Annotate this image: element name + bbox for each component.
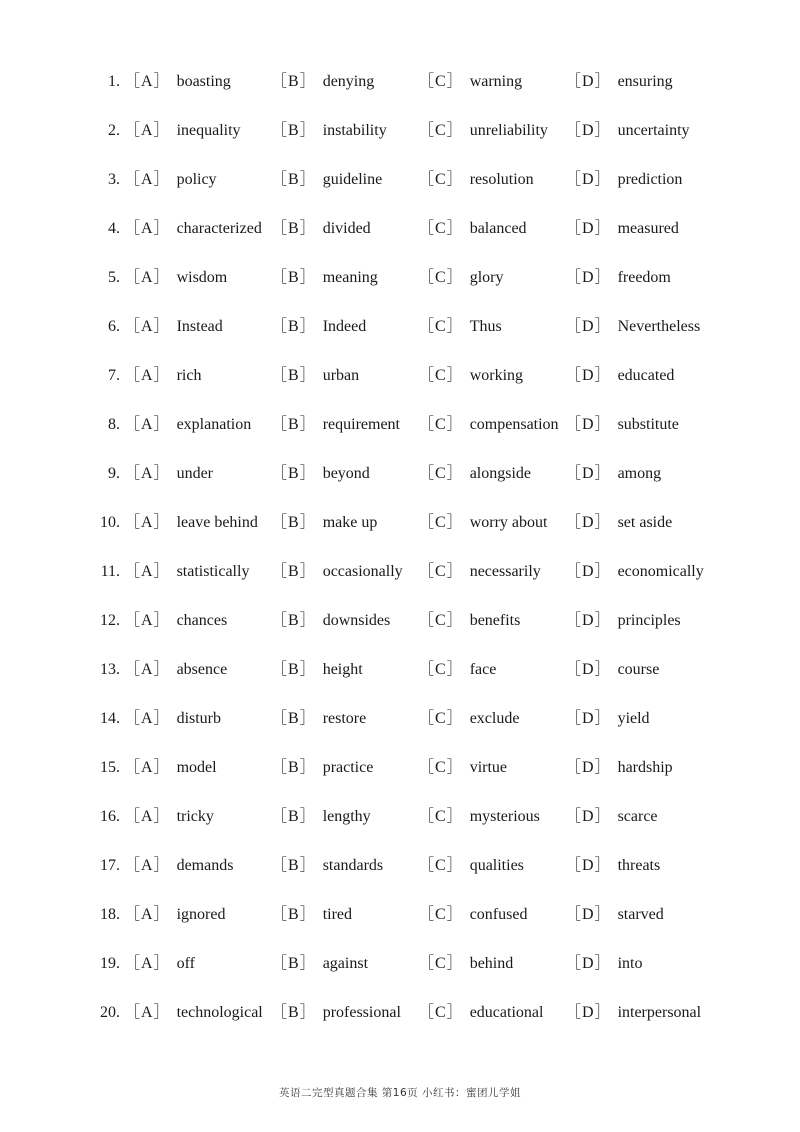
option-text: exclude (469, 710, 520, 727)
option-letter: ［C］ (418, 955, 464, 972)
answer-option (418, 841, 524, 890)
question-row (0, 694, 800, 743)
option-text: explanation (176, 416, 252, 433)
answer-option (418, 547, 541, 596)
answer-option (271, 596, 390, 645)
answer-option (124, 302, 223, 351)
option-letter: ［B］ (271, 955, 317, 972)
option-text: unreliability (469, 122, 548, 139)
option-text: benefits (469, 612, 521, 629)
option-text: into (617, 955, 643, 972)
question-number: 2. (108, 122, 120, 139)
option-letter: ［C］ (418, 1004, 464, 1021)
answer-option (565, 890, 664, 939)
answer-option (124, 204, 262, 253)
answer-option (124, 57, 231, 106)
option-letter: ［D］ (565, 171, 612, 188)
option-letter: ［A］ (124, 563, 171, 580)
option-text: standards (322, 857, 384, 874)
option-letter: ［D］ (565, 563, 612, 580)
option-letter: ［C］ (418, 661, 464, 678)
question-row (0, 890, 800, 939)
option-text: against (322, 955, 369, 972)
option-text: height (322, 661, 363, 678)
option-text: confused (469, 906, 528, 923)
option-letter: ［C］ (418, 612, 464, 629)
option-text: hardship (617, 759, 673, 776)
option-text: uncertainty (617, 122, 690, 139)
question-number: 10. (100, 514, 120, 531)
answer-option (124, 792, 214, 841)
option-letter: ［D］ (565, 514, 612, 531)
answer-option (565, 351, 674, 400)
option-letter: ［A］ (124, 808, 171, 825)
option-letter: ［B］ (271, 416, 317, 433)
option-text: make up (322, 514, 378, 531)
question-row (0, 743, 800, 792)
answer-option (124, 498, 258, 547)
answer-option (565, 596, 681, 645)
question-number: 6. (108, 318, 120, 335)
option-letter: ［C］ (418, 465, 464, 482)
question-number: 7. (108, 367, 120, 384)
question-row (0, 351, 800, 400)
option-letter: ［B］ (271, 1004, 317, 1021)
option-text: downsides (322, 612, 391, 629)
answer-option (565, 253, 671, 302)
option-text: boasting (176, 73, 231, 90)
option-letter: ［A］ (124, 318, 171, 335)
option-letter: ［B］ (271, 514, 317, 531)
option-letter: ［B］ (271, 661, 317, 678)
answer-option (418, 645, 496, 694)
option-text: educational (469, 1004, 544, 1021)
answer-option (565, 204, 679, 253)
answer-option (124, 645, 227, 694)
option-text: practice (322, 759, 374, 776)
answer-option (124, 253, 227, 302)
option-text: working (469, 367, 524, 384)
option-text: compensation (469, 416, 559, 433)
option-text: absence (176, 661, 228, 678)
option-text: chances (176, 612, 228, 629)
option-letter: ［C］ (418, 514, 464, 531)
answer-option (565, 694, 650, 743)
answer-option (271, 988, 401, 1037)
answer-option (565, 106, 690, 155)
option-letter: ［B］ (271, 171, 317, 188)
option-text: among (617, 465, 662, 482)
answer-option (271, 547, 403, 596)
answer-option (418, 596, 520, 645)
option-letter: ［A］ (124, 416, 171, 433)
question-number: 17. (100, 857, 120, 874)
option-text: principles (617, 612, 681, 629)
question-row (0, 57, 800, 106)
option-letter: ［B］ (271, 759, 317, 776)
answer-option (271, 57, 374, 106)
option-text: economically (617, 563, 704, 580)
option-text: denying (322, 73, 375, 90)
option-letter: ［B］ (271, 122, 317, 139)
option-letter: ［A］ (124, 171, 171, 188)
option-text: behind (469, 955, 514, 972)
answer-option (271, 106, 387, 155)
answer-option (418, 743, 507, 792)
option-text: tricky (176, 808, 214, 825)
question-row (0, 204, 800, 253)
answer-option (565, 743, 673, 792)
option-letter: ［B］ (271, 563, 317, 580)
answer-option (271, 743, 373, 792)
answer-option (565, 988, 701, 1037)
answer-option (124, 939, 195, 988)
option-text: model (176, 759, 217, 776)
question-row (0, 596, 800, 645)
option-letter: ［D］ (565, 269, 612, 286)
option-text: starved (617, 906, 664, 923)
option-letter: ［A］ (124, 661, 171, 678)
question-row (0, 253, 800, 302)
option-text: freedom (617, 269, 671, 286)
answer-option (271, 792, 371, 841)
option-text: Indeed (322, 318, 367, 335)
option-letter: ［A］ (124, 612, 171, 629)
option-text: meaning (322, 269, 378, 286)
option-text: characterized (176, 220, 262, 237)
question-row (0, 547, 800, 596)
question-row (0, 302, 800, 351)
question-row (0, 106, 800, 155)
option-letter: ［A］ (124, 710, 171, 727)
option-letter: ［C］ (418, 906, 464, 923)
option-letter: ［D］ (565, 710, 612, 727)
answer-option (565, 547, 704, 596)
option-letter: ［A］ (124, 269, 171, 286)
answer-option (124, 890, 225, 939)
question-number: 3. (108, 171, 120, 188)
question-row (0, 400, 800, 449)
option-text: divided (322, 220, 371, 237)
answer-option (418, 498, 547, 547)
answer-option (124, 449, 213, 498)
option-letter: ［D］ (565, 1004, 612, 1021)
option-letter: ［D］ (565, 612, 612, 629)
option-letter: ［A］ (124, 367, 171, 384)
option-text: alongside (469, 465, 532, 482)
option-letter: ［D］ (565, 318, 612, 335)
answer-option (418, 792, 540, 841)
answer-option (565, 645, 659, 694)
option-text: urban (322, 367, 360, 384)
option-letter: ［B］ (271, 465, 317, 482)
option-text: wisdom (176, 269, 228, 286)
answer-option (124, 351, 201, 400)
option-text: under (176, 465, 213, 482)
option-letter: ［A］ (124, 122, 171, 139)
answer-option (271, 890, 352, 939)
option-text: guideline (322, 171, 383, 188)
option-letter: ［A］ (124, 759, 171, 776)
option-letter: ［D］ (565, 955, 612, 972)
option-text: threats (617, 857, 661, 874)
option-letter: ［D］ (565, 73, 612, 90)
option-letter: ［C］ (418, 220, 464, 237)
option-text: necessarily (469, 563, 541, 580)
question-number: 9. (108, 465, 120, 482)
answer-option (124, 743, 217, 792)
answer-option (418, 57, 522, 106)
option-letter: ［B］ (271, 318, 317, 335)
option-text: face (469, 661, 497, 678)
answer-option (418, 253, 503, 302)
option-letter: ［C］ (418, 122, 464, 139)
option-letter: ［D］ (565, 759, 612, 776)
answer-option (124, 694, 221, 743)
option-letter: ［D］ (565, 367, 612, 384)
option-text: set aside (617, 514, 673, 531)
option-letter: ［B］ (271, 612, 317, 629)
option-text: leave behind (176, 514, 258, 531)
question-row (0, 449, 800, 498)
option-letter: ［B］ (271, 269, 317, 286)
option-text: virtue (469, 759, 508, 776)
option-letter: ［B］ (271, 857, 317, 874)
answer-option (124, 400, 251, 449)
answer-option (418, 400, 559, 449)
option-letter: ［D］ (565, 465, 612, 482)
answer-option (124, 988, 263, 1037)
option-text: resolution (469, 171, 534, 188)
option-text: yield (617, 710, 650, 727)
option-letter: ［C］ (418, 269, 464, 286)
option-text: restore (322, 710, 367, 727)
option-letter: ［A］ (124, 514, 171, 531)
answer-option (271, 351, 359, 400)
option-letter: ［D］ (565, 122, 612, 139)
answer-option (565, 841, 660, 890)
option-text: demands (176, 857, 234, 874)
answer-option (565, 792, 658, 841)
option-letter: ［D］ (565, 416, 612, 433)
option-letter: ［C］ (418, 367, 464, 384)
question-row (0, 939, 800, 988)
option-letter: ［B］ (271, 73, 317, 90)
answer-option (565, 449, 661, 498)
option-text: technological (176, 1004, 263, 1021)
option-text: Instead (176, 318, 223, 335)
option-text: beyond (322, 465, 370, 482)
answer-option (271, 939, 368, 988)
option-letter: ［C］ (418, 73, 464, 90)
option-text: statistically (176, 563, 250, 580)
answer-option (418, 988, 543, 1037)
answer-option (271, 155, 382, 204)
option-letter: ［B］ (271, 906, 317, 923)
answer-option (565, 498, 672, 547)
question-number: 12. (100, 612, 120, 629)
option-text: lengthy (322, 808, 371, 825)
answer-option (565, 400, 679, 449)
question-number: 4. (108, 220, 120, 237)
question-number: 14. (100, 710, 120, 727)
option-letter: ［A］ (124, 857, 171, 874)
answer-option (124, 106, 241, 155)
answer-option (418, 890, 527, 939)
answer-option (418, 302, 502, 351)
option-letter: ［C］ (418, 710, 464, 727)
option-letter: ［D］ (565, 906, 612, 923)
option-letter: ［A］ (124, 1004, 171, 1021)
question-list (0, 57, 800, 1037)
question-row (0, 498, 800, 547)
answer-option (418, 204, 527, 253)
option-text: balanced (469, 220, 527, 237)
option-text: interpersonal (617, 1004, 702, 1021)
option-text: qualities (469, 857, 524, 874)
option-text: measured (617, 220, 679, 237)
answer-option (418, 106, 548, 155)
option-text: Nevertheless (617, 318, 701, 335)
answer-option (124, 547, 249, 596)
option-letter: ［D］ (565, 661, 612, 678)
answer-option (124, 841, 233, 890)
answer-option (271, 694, 366, 743)
option-text: course (617, 661, 660, 678)
answer-option (271, 253, 378, 302)
question-number: 19. (100, 955, 120, 972)
answer-option (418, 939, 513, 988)
question-number: 11. (100, 563, 120, 580)
option-text: educated (617, 367, 675, 384)
answer-option (271, 449, 370, 498)
option-text: worry about (469, 514, 548, 531)
option-text: instability (322, 122, 387, 139)
question-number: 13. (100, 661, 120, 678)
option-letter: ［C］ (418, 808, 464, 825)
question-number: 15. (100, 759, 120, 776)
option-letter: ［C］ (418, 416, 464, 433)
option-letter: ［B］ (271, 808, 317, 825)
option-letter: ［A］ (124, 465, 171, 482)
option-text: scarce (617, 808, 658, 825)
answer-option (418, 155, 534, 204)
option-letter: ［C］ (418, 857, 464, 874)
option-letter: ［D］ (565, 220, 612, 237)
option-letter: ［D］ (565, 808, 612, 825)
page-footer: 英语二完型真题合集 第16页 小红书：蜜团儿学姐 (278, 1087, 522, 1099)
answer-option (271, 302, 366, 351)
answer-option (418, 351, 523, 400)
option-letter: ［C］ (418, 563, 464, 580)
question-number: 16. (100, 808, 120, 825)
option-text: rich (176, 367, 202, 384)
answer-option (565, 302, 700, 351)
option-text: occasionally (322, 563, 403, 580)
answer-option (565, 155, 682, 204)
question-row (0, 645, 800, 694)
question-number: 5. (108, 269, 120, 286)
question-number: 1. (108, 73, 120, 90)
option-text: warning (469, 73, 523, 90)
option-text: disturb (176, 710, 222, 727)
option-text: ignored (176, 906, 226, 923)
answer-option (418, 449, 531, 498)
option-text: ensuring (617, 73, 673, 90)
option-letter: ［A］ (124, 220, 171, 237)
answer-option (271, 498, 377, 547)
option-text: glory (469, 269, 504, 286)
option-letter: ［C］ (418, 318, 464, 335)
option-text: prediction (617, 171, 683, 188)
question-number: 20. (100, 1004, 120, 1021)
option-letter: ［A］ (124, 906, 171, 923)
option-text: tired (322, 906, 353, 923)
question-number: 18. (100, 906, 120, 923)
option-letter: ［D］ (565, 857, 612, 874)
question-row (0, 792, 800, 841)
question-row (0, 841, 800, 890)
option-letter: ［B］ (271, 710, 317, 727)
answer-option (271, 841, 383, 890)
answer-option (271, 400, 400, 449)
question-number: 8. (108, 416, 120, 433)
answer-option (124, 155, 217, 204)
option-letter: ［B］ (271, 220, 317, 237)
answer-option (271, 645, 363, 694)
option-letter: ［C］ (418, 759, 464, 776)
option-text: requirement (322, 416, 400, 433)
option-text: mysterious (469, 808, 540, 825)
question-row (0, 988, 800, 1037)
question-row (0, 155, 800, 204)
option-letter: ［C］ (418, 171, 464, 188)
answer-option (565, 57, 673, 106)
option-text: inequality (176, 122, 241, 139)
answer-option (124, 596, 227, 645)
option-text: substitute (617, 416, 679, 433)
option-letter: ［B］ (271, 367, 317, 384)
option-text: Thus (469, 318, 502, 335)
option-text: policy (176, 171, 217, 188)
answer-option (271, 204, 371, 253)
option-letter: ［A］ (124, 73, 171, 90)
option-text: off (176, 955, 195, 972)
answer-option (565, 939, 642, 988)
option-text: professional (322, 1004, 401, 1021)
answer-option (418, 694, 519, 743)
option-letter: ［A］ (124, 955, 171, 972)
